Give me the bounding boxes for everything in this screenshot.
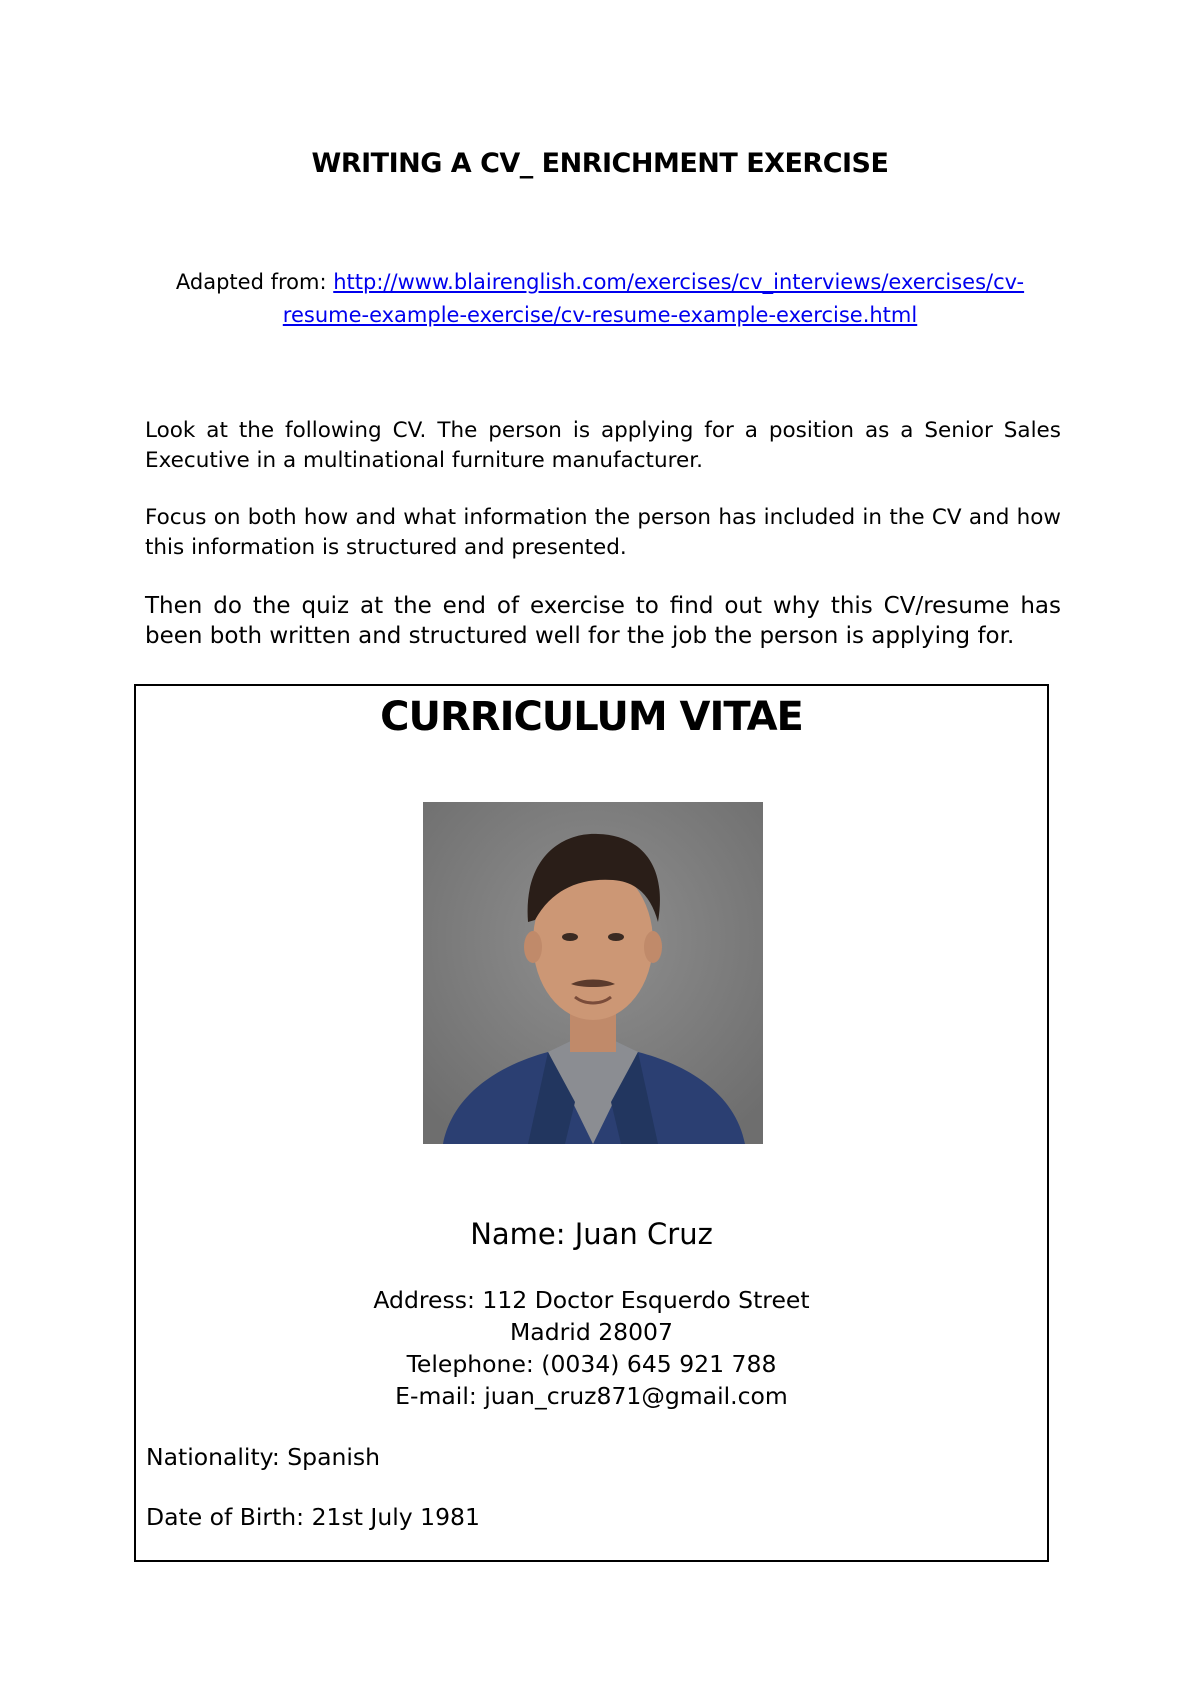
cv-address-line2: Madrid 28007: [510, 1318, 673, 1346]
source-link-line1: http://www.blairenglish.com/exercises/cv_interviews/exercises/cv-: [333, 270, 1025, 294]
source-link[interactable]: [283, 270, 1024, 327]
profile-photo: [423, 802, 763, 1144]
cv-email: E-mail: juan_cruz871@gmail.com: [395, 1382, 788, 1410]
focus-paragraph: Focus on both how and what information the person has included in the CV and how this information is structured and presented.: [145, 505, 1061, 560]
cv-address-line1: Address: 112 Doctor Esquerdo Street: [373, 1286, 810, 1314]
cv-name: Name: Juan Cruz: [470, 1217, 713, 1251]
source-attribution: [150, 266, 1050, 332]
quiz-paragraph: Then do the quiz at the end of exercise to find out why this CV/resume has been both written and structured well for the job the person is applying for.: [145, 593, 1061, 649]
cv-heading: CURRICULUM VITAE: [380, 694, 803, 740]
intro-paragraph: Look at the following CV. The person is applying for a position as a Senior Sales Executive in a multinational furniture manufacturer.: [145, 418, 1061, 473]
source-label: Adapted from:: [175, 270, 327, 294]
cv-box: [134, 684, 1049, 1562]
source-link-line2: resume-example-exercise/cv-resume-example-exercise.html: [282, 303, 918, 327]
document-title: WRITING A CV_ ENRICHMENT EXERCISE: [311, 148, 889, 179]
cv-contact-block: [136, 1284, 1047, 1412]
cv-date-of-birth: Date of Birth: 21st July 1981: [146, 1503, 480, 1531]
cv-telephone: Telephone: (0034) 645 921 788: [406, 1350, 777, 1378]
cv-nationality: Nationality: Spanish: [146, 1443, 381, 1471]
